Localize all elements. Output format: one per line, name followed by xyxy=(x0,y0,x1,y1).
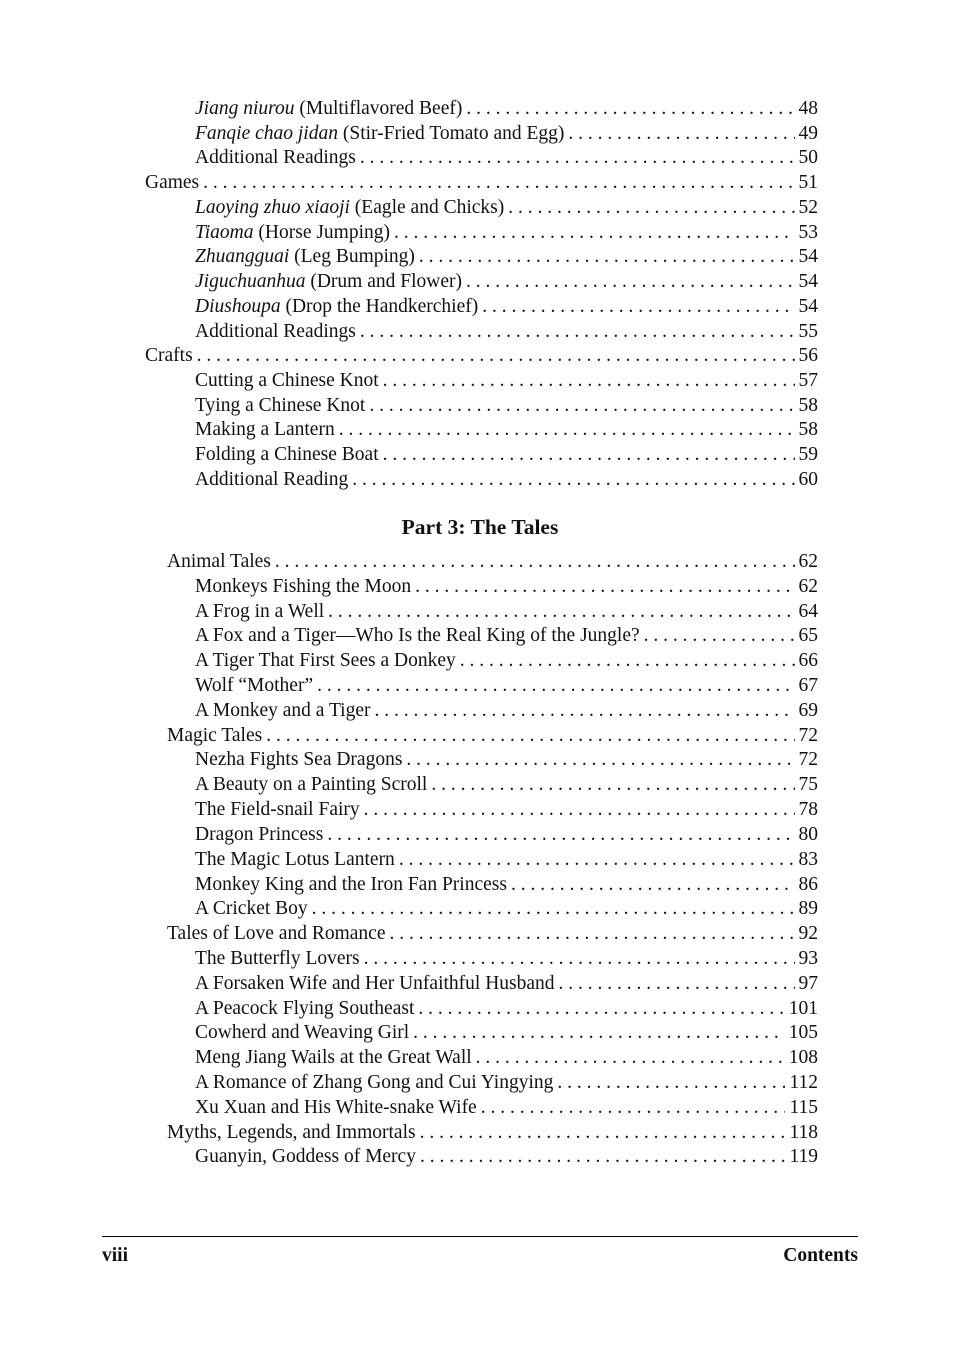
dot-leader xyxy=(375,698,795,723)
toc-entry xyxy=(145,343,818,368)
toc-entry xyxy=(195,797,818,822)
dot-leader xyxy=(364,946,795,971)
toc-entry xyxy=(195,1070,818,1095)
toc-entry xyxy=(145,170,818,195)
dot-leader xyxy=(415,574,794,599)
dot-leader xyxy=(275,549,795,574)
dot-leader xyxy=(364,797,795,822)
toc-entry-title xyxy=(195,797,360,822)
toc-entry-title xyxy=(195,847,395,872)
toc-entry xyxy=(195,971,818,996)
toc-entry-title xyxy=(195,872,507,897)
toc-entry-italic-term: Fanqie chao jidan xyxy=(195,122,338,144)
dot-leader xyxy=(481,1095,786,1120)
toc-entry xyxy=(195,648,818,673)
toc-entry-page-number: 108 xyxy=(788,1047,818,1069)
toc-entry-page-number: 53 xyxy=(798,221,818,243)
toc-entry xyxy=(195,417,818,442)
toc-entry-page-number: 50 xyxy=(798,147,818,169)
toc-entry-title xyxy=(195,896,308,921)
dot-leader xyxy=(317,673,794,698)
toc-entry xyxy=(195,269,818,294)
toc-entry xyxy=(195,145,818,170)
toc-entry-title xyxy=(145,170,199,195)
toc-entry-title xyxy=(195,1045,472,1070)
footer-running-title: Contents xyxy=(783,1245,858,1266)
toc-entry xyxy=(195,1095,818,1120)
toc-entry-title xyxy=(195,1095,477,1120)
toc-entry xyxy=(195,847,818,872)
toc-entry-title xyxy=(195,673,313,698)
toc-entry-title xyxy=(195,971,555,996)
dot-leader xyxy=(389,921,794,946)
toc-entry-title xyxy=(195,195,504,220)
dot-leader xyxy=(352,467,794,492)
toc-entry-title xyxy=(195,96,462,121)
toc-entry-title xyxy=(195,368,379,393)
toc-entry-text: (Multiflavored Beef) xyxy=(294,98,463,119)
toc-entry-italic-term: Zhuangguai xyxy=(195,246,290,268)
toc-entry-page-number: 66 xyxy=(798,650,818,672)
toc-entry-italic-term: Jiguchuanhua xyxy=(195,271,306,293)
toc-entry-title xyxy=(195,145,356,170)
toc-entry-text: Tales of Love and Romance xyxy=(167,923,386,945)
toc-entry-page-number: 52 xyxy=(798,196,818,218)
dot-leader xyxy=(419,244,795,269)
toc-entry-text: Cowherd and Weaving Girl xyxy=(195,1022,410,1044)
toc-entry-page-number: 115 xyxy=(789,1096,818,1118)
toc-entry-title xyxy=(195,946,360,971)
toc-entry-page-number: 105 xyxy=(788,1022,818,1044)
toc-entry-text: A Frog in a Well xyxy=(195,600,325,622)
dot-leader xyxy=(327,822,794,847)
toc-entry-text: The Field-snail Fairy xyxy=(195,799,360,821)
dot-leader xyxy=(360,319,795,344)
toc-entry-text: Dragon Princess xyxy=(195,823,324,845)
toc-entry xyxy=(195,96,818,121)
toc-entry-title xyxy=(195,319,356,344)
toc-entry-text: A Monkey and a Tiger xyxy=(195,699,371,721)
toc-entry-text: Additional Reading xyxy=(195,468,349,490)
toc-entry-page-number: 62 xyxy=(798,575,818,597)
toc-entry-page-number: 89 xyxy=(798,898,818,920)
toc-entry-page-number: 54 xyxy=(798,295,818,317)
toc-entry-italic-term: Diushoupa xyxy=(195,295,281,317)
dot-leader xyxy=(460,648,795,673)
toc-entry-page-number: 58 xyxy=(798,419,818,441)
toc-entry-page-number: 72 xyxy=(798,749,818,771)
toc-entry-title xyxy=(195,1020,409,1045)
toc-entry-text: A Cricket Boy xyxy=(195,898,308,920)
toc-entry-page-number: 62 xyxy=(798,551,818,572)
toc-entry-page-number: 118 xyxy=(789,1121,818,1143)
dot-leader xyxy=(420,1144,786,1169)
toc-entry xyxy=(195,1045,818,1070)
toc-entry xyxy=(195,772,818,797)
toc-entry xyxy=(167,549,818,574)
toc-entry xyxy=(167,921,818,946)
toc-entry-italic-term: Laoying zhuo xiaoji xyxy=(195,196,350,218)
toc-entry-text: Wolf “Mother” xyxy=(195,675,314,697)
toc-entry-text: The Magic Lotus Lantern xyxy=(195,848,395,870)
part-heading: Part 3: The Tales xyxy=(401,515,559,539)
toc-entry xyxy=(167,1120,818,1145)
toc-entry-text: Tying a Chinese Knot xyxy=(195,394,366,416)
dot-leader xyxy=(557,1070,785,1095)
toc-entry-text: Additional Readings xyxy=(195,320,356,342)
toc-entry xyxy=(195,467,818,492)
dot-leader xyxy=(420,1120,786,1145)
dot-leader xyxy=(466,96,794,121)
toc-entry xyxy=(195,442,818,467)
dot-leader xyxy=(559,971,795,996)
toc-entry-italic-term: Jiang niurou xyxy=(195,98,295,119)
toc-entry-page-number: 72 xyxy=(798,724,818,746)
toc-entry-title xyxy=(195,121,564,146)
toc-entry xyxy=(195,747,818,772)
toc-entry-page-number: 54 xyxy=(798,271,818,293)
toc-entry-title xyxy=(167,723,262,748)
toc-entry-italic-term: Tiaoma xyxy=(195,221,254,243)
toc-entry xyxy=(195,896,818,921)
toc-entry xyxy=(195,1144,818,1169)
toc-entry-title xyxy=(195,1144,416,1169)
toc-entry-page-number: 51 xyxy=(798,172,818,194)
toc-entry-page-number: 93 xyxy=(798,947,818,969)
toc-entry-title xyxy=(195,574,411,599)
toc-entry-text: Folding a Chinese Boat xyxy=(195,444,379,466)
toc-entry xyxy=(195,623,818,648)
toc-entry-text: The Butterfly Lovers xyxy=(195,947,360,969)
dot-leader xyxy=(431,772,794,797)
toc-entry-title xyxy=(195,294,478,319)
toc-entry-text: A Peacock Flying Southeast xyxy=(195,997,415,1019)
toc-entry-page-number: 57 xyxy=(798,370,818,392)
toc-entry-page-number: 80 xyxy=(798,823,818,845)
toc-entry-title xyxy=(195,442,379,467)
dot-leader xyxy=(203,170,794,195)
dot-leader xyxy=(476,1045,785,1070)
toc-entry-title xyxy=(145,343,193,368)
toc-entry-text: A Tiger That First Sees a Donkey xyxy=(195,650,456,672)
toc-entry-title xyxy=(195,1070,553,1095)
toc-entry-text: A Romance of Zhang Gong and Cui Yingying xyxy=(195,1072,554,1093)
toc-entry-text: Games xyxy=(145,172,200,194)
dot-leader xyxy=(383,442,795,467)
dot-leader xyxy=(399,847,795,872)
toc-entry-title xyxy=(195,822,323,847)
toc-entry-text: (Horse Jumping) xyxy=(253,221,391,243)
toc-entry-text: Nezha Fights Sea Dragons xyxy=(195,749,403,771)
toc-entry xyxy=(195,368,818,393)
toc-entry-text: Meng Jiang Wails at the Great Wall xyxy=(195,1047,472,1069)
toc-entry-title xyxy=(167,921,385,946)
toc-entry-title xyxy=(195,467,348,492)
toc-entry-text: Xu Xuan and His White-snake Wife xyxy=(195,1096,477,1118)
toc-entry-title xyxy=(167,1120,416,1145)
toc-entry-title xyxy=(195,244,415,269)
toc-entry-text: (Leg Bumping) xyxy=(289,246,415,268)
toc-entry-page-number: 112 xyxy=(789,1072,818,1093)
toc-entry-text: Making a Lantern xyxy=(195,419,335,441)
toc-entry-page-number: 86 xyxy=(798,873,818,895)
toc-entry xyxy=(195,872,818,897)
toc-entry-text: A Forsaken Wife and Her Unfaithful Husband xyxy=(195,972,555,994)
dot-leader xyxy=(383,368,795,393)
toc-entry-title xyxy=(195,393,365,418)
toc-entry xyxy=(195,996,818,1021)
toc-entry-page-number: 119 xyxy=(789,1146,818,1168)
toc-entry-text: A Fox and a Tiger—Who Is the Real King of the Jungle? xyxy=(195,625,640,647)
dot-leader xyxy=(466,269,795,294)
dot-leader xyxy=(360,145,795,170)
dot-leader xyxy=(508,195,794,220)
toc-entry-page-number: 48 xyxy=(798,98,818,119)
toc-entry-title xyxy=(195,698,371,723)
toc-entry-page-number: 101 xyxy=(788,997,818,1019)
toc-entry-text: (Stir-Fried Tomato and Egg) xyxy=(337,122,565,144)
toc-entry-title xyxy=(195,747,402,772)
toc-entry-title xyxy=(195,417,335,442)
toc-entry-page-number: 92 xyxy=(798,923,818,945)
toc-entry xyxy=(195,393,818,418)
toc-entry-page-number: 64 xyxy=(798,600,818,622)
toc-entry-page-number: 83 xyxy=(798,848,818,870)
dot-leader xyxy=(644,623,795,648)
dot-leader xyxy=(266,723,794,748)
dot-leader xyxy=(418,996,784,1021)
toc-entry-page-number: 49 xyxy=(798,122,818,144)
toc-entry-text: Crafts xyxy=(145,345,193,367)
dot-leader xyxy=(197,343,795,368)
toc-entry xyxy=(195,121,818,146)
toc-entry-page-number: 56 xyxy=(798,345,818,367)
toc-entry-title xyxy=(195,772,427,797)
dot-leader xyxy=(511,872,795,897)
toc-entry-title xyxy=(195,623,640,648)
dot-leader xyxy=(406,747,794,772)
toc-entry-text: Myths, Legends, and Immortals xyxy=(167,1121,416,1143)
toc-entry xyxy=(195,244,818,269)
toc-entry-page-number: 67 xyxy=(798,675,818,697)
toc-entry xyxy=(195,294,818,319)
dot-leader xyxy=(394,220,794,245)
toc-entry-text: Monkeys Fishing the Moon xyxy=(195,575,412,597)
toc-entry xyxy=(195,319,818,344)
toc-entry-page-number: 78 xyxy=(798,799,818,821)
toc-entry xyxy=(195,673,818,698)
toc-entry-page-number: 54 xyxy=(798,246,818,268)
toc-entry-page-number: 55 xyxy=(798,320,818,342)
toc-entry xyxy=(167,723,818,748)
toc-entry xyxy=(195,698,818,723)
toc-entry-page-number: 59 xyxy=(798,444,818,466)
toc-entry-title xyxy=(195,599,324,624)
dot-leader xyxy=(328,599,794,624)
footer-rule xyxy=(102,1236,858,1237)
dot-leader xyxy=(568,121,794,146)
toc-entry-text: A Beauty on a Painting Scroll xyxy=(195,774,428,796)
toc-entry xyxy=(195,220,818,245)
toc-entry-page-number: 69 xyxy=(798,699,818,721)
toc-entry-text: (Eagle and Chicks) xyxy=(349,196,505,218)
toc-entry-title xyxy=(195,220,390,245)
toc-entry xyxy=(195,1020,818,1045)
toc-entry xyxy=(195,946,818,971)
toc-entry-text: Monkey King and the Iron Fan Princess xyxy=(195,873,507,895)
dot-leader xyxy=(482,294,794,319)
toc-entry-title xyxy=(195,269,462,294)
toc-entry-page-number: 75 xyxy=(798,774,818,796)
dot-leader xyxy=(369,393,794,418)
toc-entry-text: Guanyin, Goddess of Mercy xyxy=(195,1146,416,1168)
toc-entry-text: Magic Tales xyxy=(167,724,263,746)
toc-entry-text: (Drum and Flower) xyxy=(305,271,462,293)
footer-page-number: viii xyxy=(102,1245,129,1266)
toc-entry-text: Cutting a Chinese Knot xyxy=(195,370,379,392)
dot-leader xyxy=(413,1020,785,1045)
toc-entry-text: Additional Readings xyxy=(195,147,356,169)
toc-entry xyxy=(195,822,818,847)
toc-entry-title xyxy=(167,549,271,574)
dot-leader xyxy=(312,896,795,921)
toc-entry xyxy=(195,574,818,599)
toc-entry-page-number: 60 xyxy=(798,468,818,490)
toc-entry xyxy=(195,599,818,624)
toc-entry xyxy=(195,195,818,220)
toc-entry-page-number: 97 xyxy=(798,972,818,994)
toc-entry-title xyxy=(195,996,414,1021)
toc-entry-text: (Drop the Handkerchief) xyxy=(280,295,479,317)
toc-entry-text: Animal Tales xyxy=(167,551,271,572)
toc-entry-title xyxy=(195,648,456,673)
toc-entry-page-number: 65 xyxy=(798,625,818,647)
dot-leader xyxy=(339,417,795,442)
toc-entry-page-number: 58 xyxy=(798,394,818,416)
